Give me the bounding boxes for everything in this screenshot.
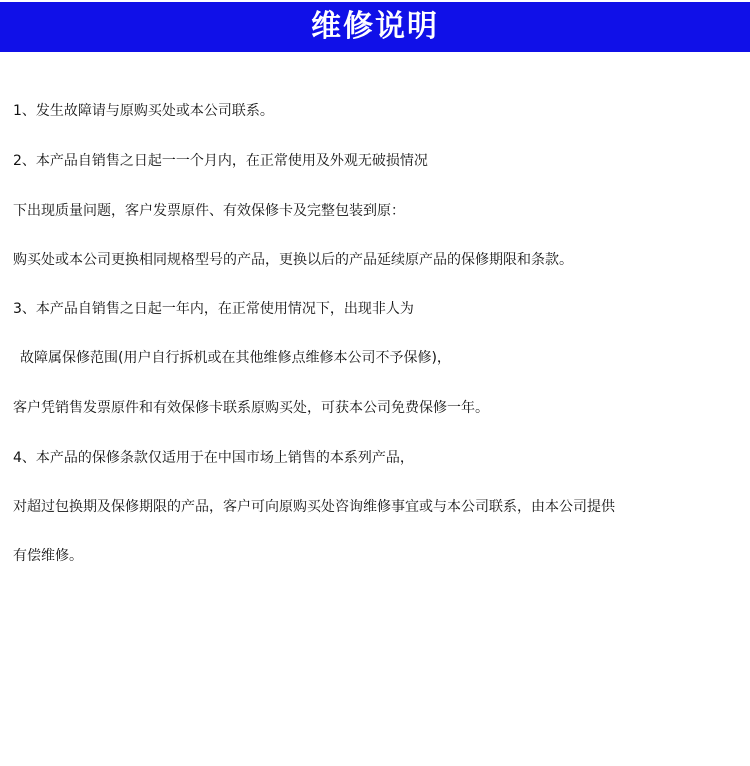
term-2-line-3: 购买处或本公司更换相同规格型号的产品，更换以后的产品延续原产品的保修期限和条款。 [13, 252, 573, 268]
term-2-line-1: 2、本产品自销售之日起一一个月内，在正常使用及外观无破损情况 [13, 153, 428, 169]
page-title: 维修说明 [311, 9, 439, 44]
term-1-line-1: 1、发生故障请与原购买处或本公司联系。 [13, 103, 274, 119]
term-4-line-1: 4、本产品的保修条款仅适用于在中国市场上销售的本系列产品， [13, 450, 414, 466]
term-2-line-2: 下出现质量问题，客户发票原件、有效保修卡及完整包装到原： [13, 203, 405, 219]
term-4-line-2: 对超过包换期及保修期限的产品，客户可向原购买处咨询维修事宜或与本公司联系，由本公司提供 [13, 499, 615, 515]
term-3-line-2: 故障属保修范围(用户自行拆机或在其他维修点维修本公司不予保修)， [20, 350, 451, 366]
term-3-line-1: 3、本产品自销售之日起一年内，在正常使用情况下，出现非人为 [13, 301, 414, 317]
term-4-line-3: 有偿维修。 [13, 548, 83, 564]
term-3-line-3: 客户凭销售发票原件和有效保修卡联系原购买处，可获本公司免费保修一年。 [13, 400, 489, 416]
